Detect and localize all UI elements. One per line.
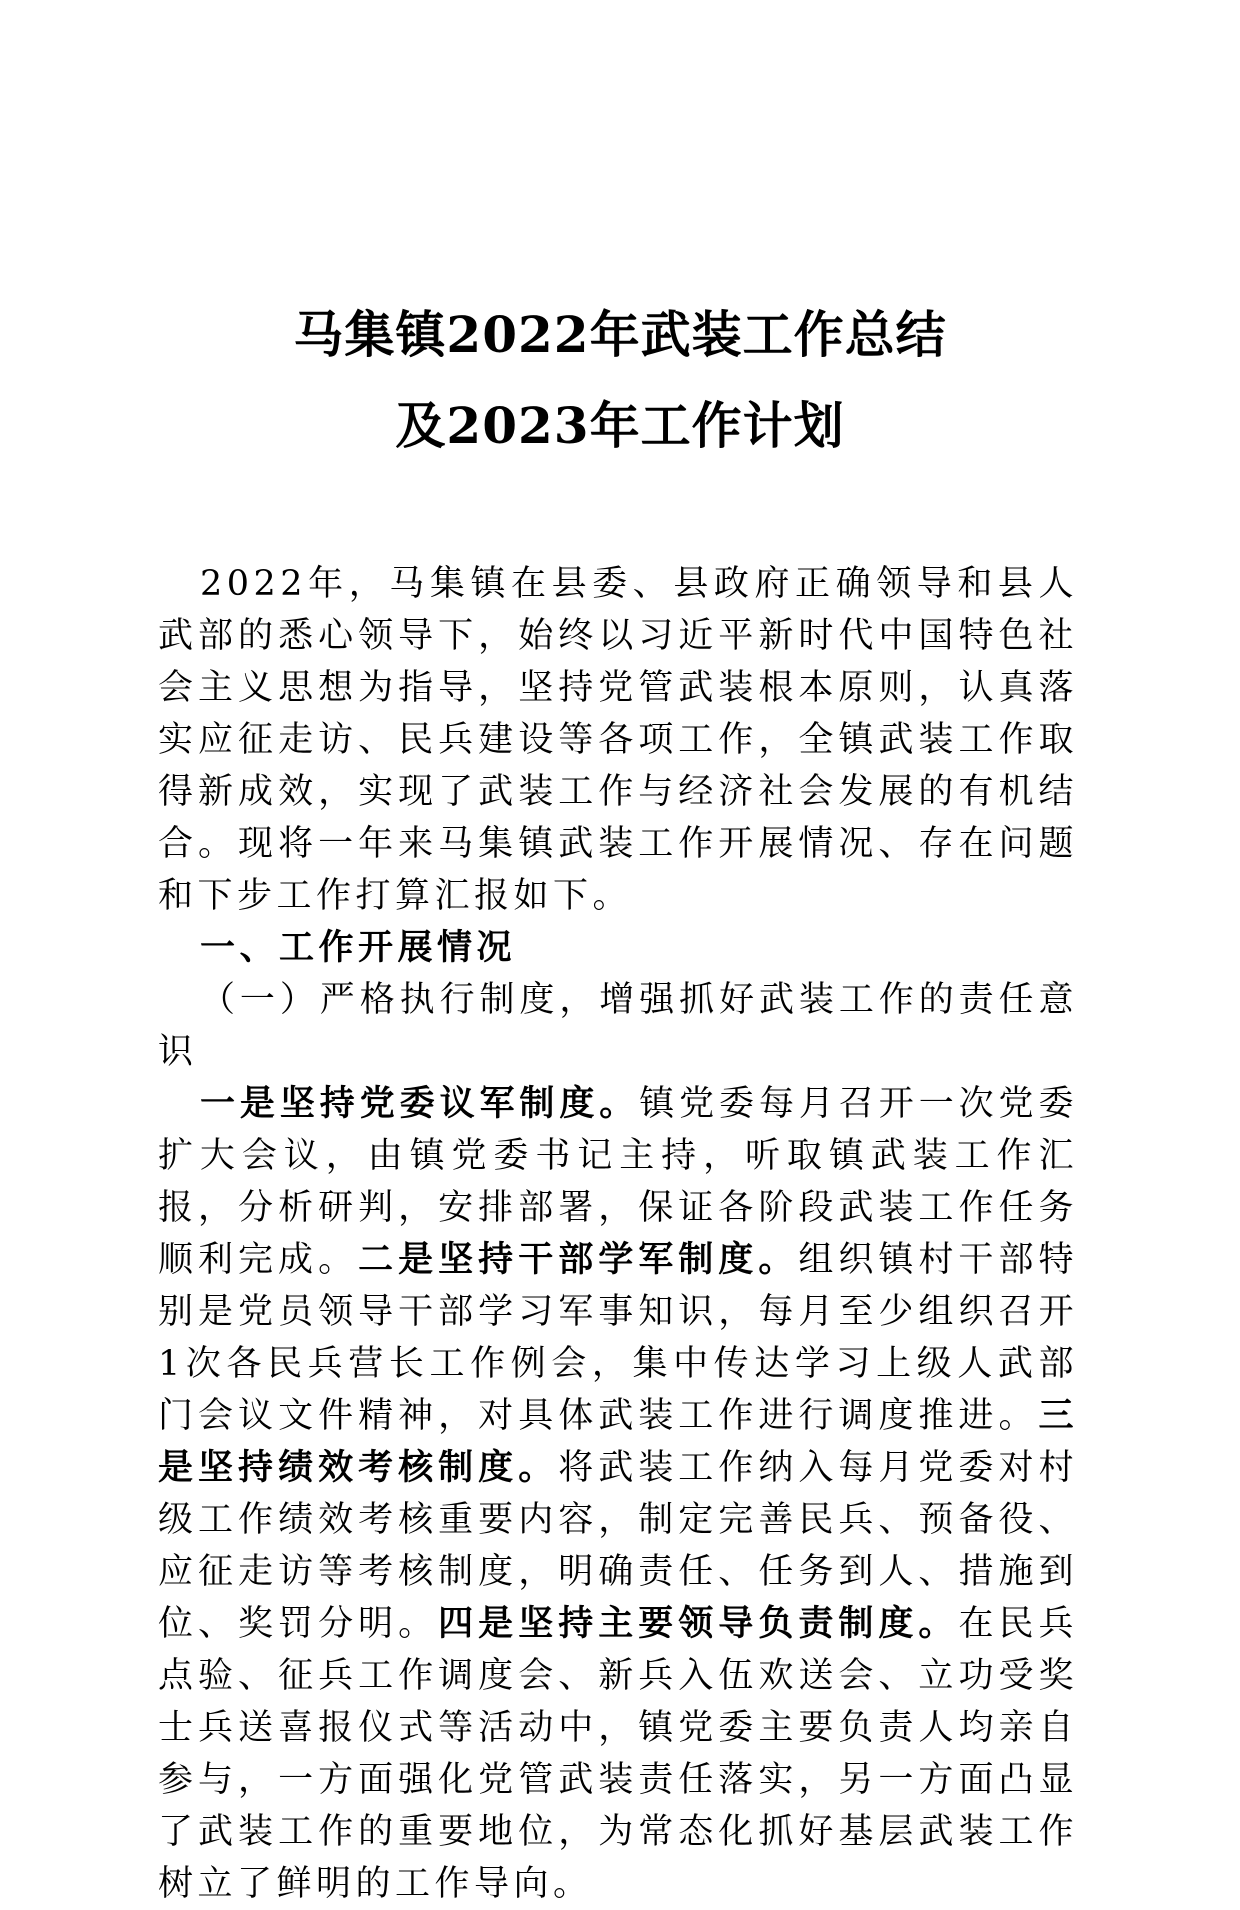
- lead-phrase: 二是坚持干部学军制度。: [358, 1239, 799, 1280]
- paragraph-text: 在民兵点验、征兵工作调度会、新兵入伍欢送会、立功受奖士兵送喜报仪式等活动中，镇党委主要负责人均亲自参与，一方面强化党管武装责任落实，另一方面凸显了武装工作的重要地位，为常态化抓好基层武装工作树立了鲜明的工作导向。: [158, 1604, 1078, 1904]
- paragraph-text: 将武装工作纳入每月党委对村级工作绩效考核重要内容，制定完善民兵、预备役、应征走访等考核制度，明确责任、任务到人、措施到位、奖罚分明。: [158, 1448, 1078, 1644]
- subsection-heading: （一）严格执行制度，增强抓好武装工作的责任意识: [158, 980, 1078, 1072]
- lead-phrase: 一是坚持党委议军制度。: [200, 1083, 640, 1124]
- document-title-line2: 及2023年工作计划: [395, 396, 845, 455]
- intro-paragraph: 2022年，马集镇在县委、县政府正确领导和县人武部的悉心领导下，始终以习近平新时代中国特色社会主义思想为指导，坚持党管武装根本原则，认真落实应征走访、民兵建设等各项工作，全镇武装工作取得新成效，实现了武装工作与经济社会发展的有机结合。现将一年来马集镇武装工作开展情况、存在问题和下步工作打算汇报如下。: [158, 564, 1078, 916]
- document-body: [158, 558, 1078, 1910]
- paragraph-text: 镇党委每月召开一次党委扩大会议，由镇党委书记主持，听取镇武装工作汇报，分析研判，安排部署，保证各阶段武装工作任务顺利完成。: [158, 1084, 1078, 1280]
- lead-phrase: 三是坚持绩效考核制度。: [158, 1395, 1078, 1488]
- body-paragraph: [158, 1078, 1078, 1910]
- section-heading: 一、工作开展情况: [200, 928, 517, 968]
- lead-phrase: 四是坚持主要领导负责制度。: [438, 1603, 959, 1644]
- document-title-line1: 马集镇2022年武装工作总结: [293, 305, 947, 364]
- paragraph-text: 组织镇村干部特别是党员领导干部学习军事知识，每月至少组织召开1次各民兵营长工作例会，集中传达学习上级人武部门会议文件精神，对具体武装工作进行调度推进。: [158, 1240, 1078, 1436]
